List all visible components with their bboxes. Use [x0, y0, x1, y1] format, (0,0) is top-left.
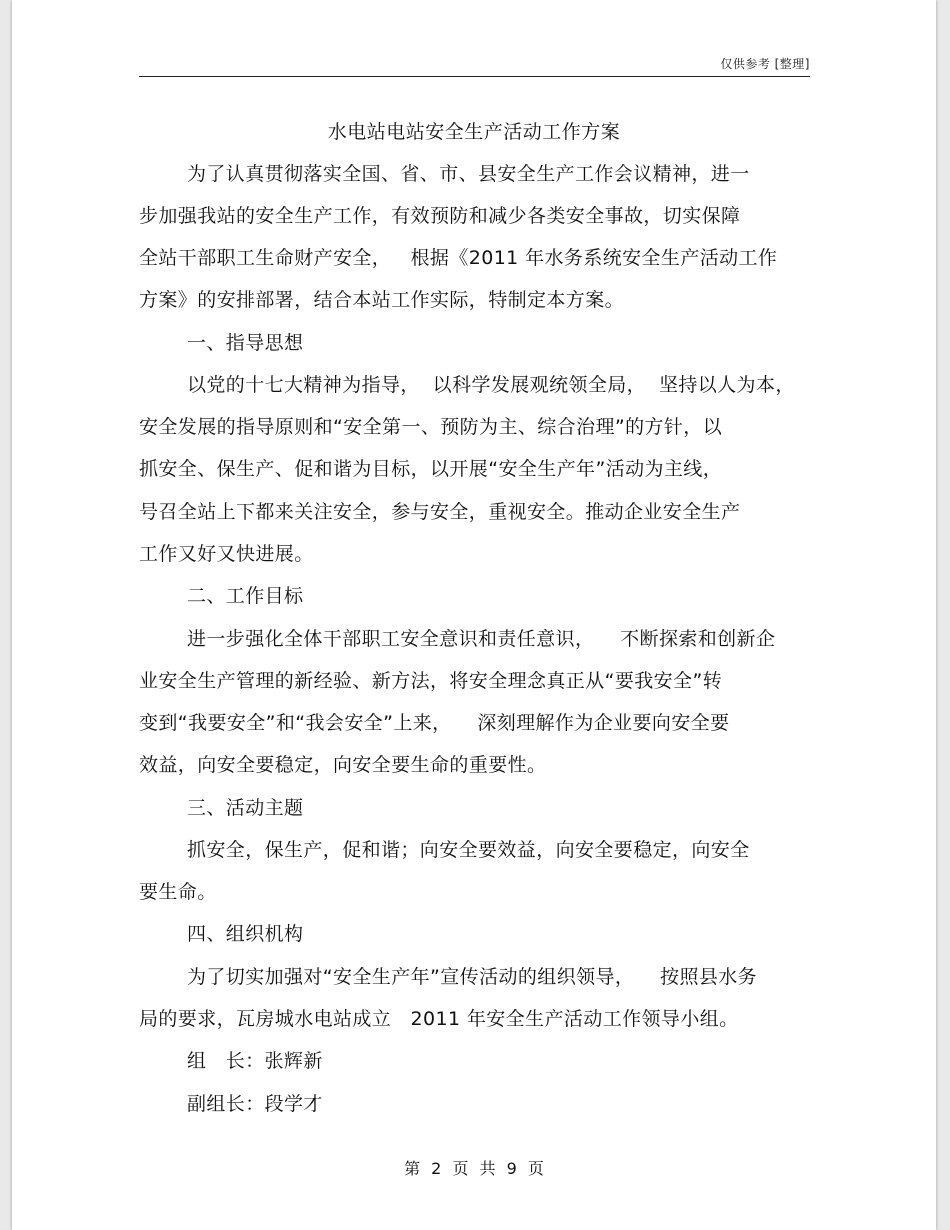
body-line: 方案》的安排部署，结合本站工作实际，特制定本方案。	[139, 289, 625, 311]
body-line: 变到“我要安全”和“我会安全”上来， 深刻理解作为企业要向安全要	[139, 712, 730, 734]
section-heading: 三、活动主题	[187, 797, 304, 819]
body-line: 副组长：段学才	[187, 1093, 323, 1115]
body-line: 为了认真贯彻落实全国、省、市、县安全生产工作会议精神，进一	[187, 163, 750, 185]
page-number-footer: 第 2 页 共 9 页	[404, 1159, 544, 1178]
body-line: 局的要求，瓦房城水电站成立 2011 年安全生产活动工作领导小组。	[139, 1008, 739, 1030]
body-line: 要生命。	[139, 881, 217, 903]
body-line: 组 长：张辉新	[187, 1050, 323, 1072]
body-line: 抓安全，保生产，促和谐；向安全要效益，向安全要稳定，向安全	[187, 839, 750, 861]
body-line: 工作又好又快进展。	[139, 543, 314, 565]
document-title: 水电站电站安全生产活动工作方案	[327, 121, 621, 143]
section-heading: 二、工作目标	[187, 585, 304, 607]
body-line: 为了切实加强对“安全生产年”宣传活动的组织领导， 按照县水务	[187, 966, 758, 988]
body-line: 号召全站上下都来关注安全，参与安全，重视安全。推动企业安全生产	[139, 501, 741, 523]
body-line: 以党的十七大精神为指导， 以科学发展观统领全局， 坚持以人为本，	[187, 374, 795, 396]
header-note: 仅供参考 [整理]	[720, 57, 810, 71]
section-heading: 一、指导思想	[187, 332, 304, 354]
header-rule	[139, 76, 810, 77]
body-line: 安全发展的指导原则和“安全第一、预防为主、综合治理”的方针，以	[139, 416, 723, 438]
body-line: 效益，向安全要稳定，向安全要生命的重要性。	[139, 754, 547, 776]
body-line: 全站干部职工生命财产安全， 根据《2011 年水务系统安全生产活动工作	[139, 247, 778, 269]
body-line: 抓安全、保生产、促和谐为目标，以开展“安全生产年”活动为主线，	[139, 458, 723, 480]
body-line: 步加强我站的安全生产工作，有效预防和减少各类安全事故，切实保障	[139, 205, 741, 227]
section-heading: 四、组织机构	[187, 923, 304, 945]
body-line: 业安全生产管理的新经验、新方法，将安全理念真正从“要我安全”转	[139, 670, 723, 692]
document-page	[12, 0, 936, 1230]
body-line: 进一步强化全体干部职工安全意识和责任意识， 不断探索和创新企	[187, 628, 776, 650]
